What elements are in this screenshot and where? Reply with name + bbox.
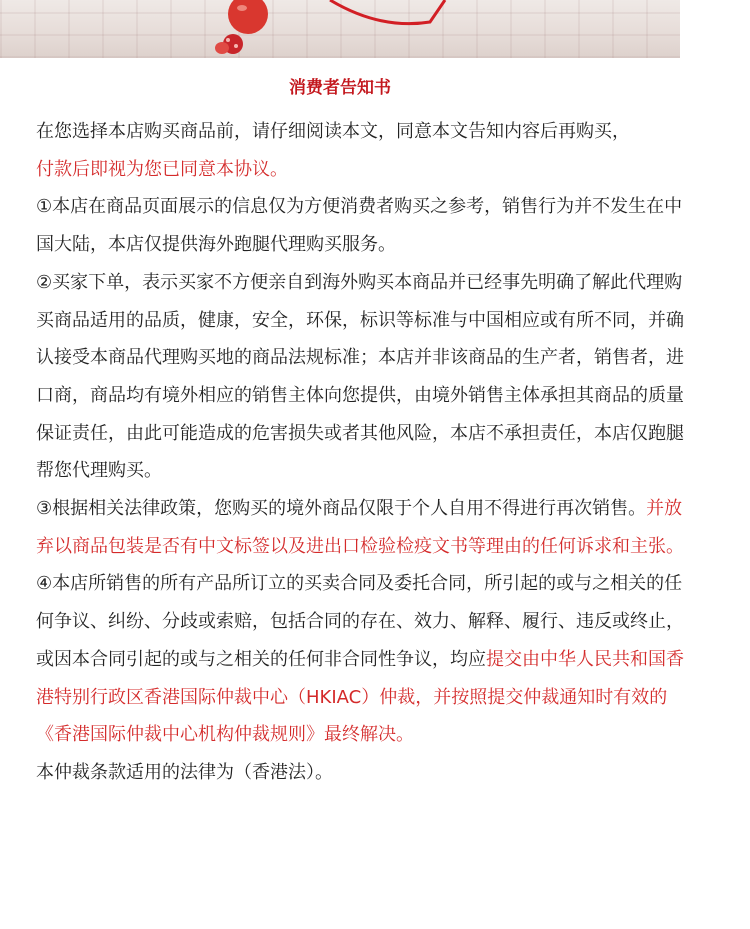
clause-3-warning: 并放弃以商品包装是否有中文标签以及进出口检验检疫文书等理由的任何诉求和主张。 [36,498,684,557]
strawberry-banner-art [0,0,680,58]
intro-warning: 付款后即视为您已同意本协议。 [36,158,288,180]
clause-1: ①本店在商品页面展示的信息仅为方便消费者购买之参考，销售行为并不发生在中国大陆，本店仅提供海外跑腿代理购买服务。 [36,196,683,256]
intro-text: 在您选择本店购买商品前，请仔细阅读本文，同意本文告知内容后再购买， [36,121,630,142]
red-outline-decoration [330,0,445,24]
clause-5: 本仲裁条款适用的法律为（香港法）。 [36,761,333,783]
clause-4-text: ④本店所销售的所有产品所订立的买卖合同及委托合同，所引起的或与之相关的任何争议、纠纷、分歧或索赔，包括合同的存在、效力、解释、履行、违反或终止，或因本合同引起的或与之相关的任何非合同性争议，均应 [36,573,684,670]
strawberry-icon [228,0,268,34]
banner-image [0,0,680,58]
clause-4-warning: 提交由中华人民共和国香港特别行政区香港国际仲裁中心（HKIAC）仲裁，并按照提交仲裁通知时有效的《香港国际仲裁中心机构仲裁规则》最终解决。 [36,648,684,746]
notice-body [36,113,696,792]
clause-3-text: ③根据相关法律政策，您购买的境外商品仅限于个人自用不得进行再次销售。 [36,498,647,520]
page-title: 消费者告知书 [289,78,391,98]
clause-4 [36,565,696,754]
clause-3 [36,490,696,565]
clause-2: ②买家下单，表示买家不方便亲自到海外购买本商品并已经事先明确了解此代理购买商品适用的品质，健康，安全，环保，标识等标准与中国相应或有所不同，并确认接受本商品代理购买地的商品法规标准；本店并非该商品的生产者，销售者，进口商，商品均有境外相应的销售主体向您提供，由境外销售主体承担其商品的质量保证责任，由此可能造成的危害损失或者其他风险，本店不承担责任，本店仅跑腿帮您代理购买。 [36,271,684,482]
intro-paragraph [36,113,696,188]
